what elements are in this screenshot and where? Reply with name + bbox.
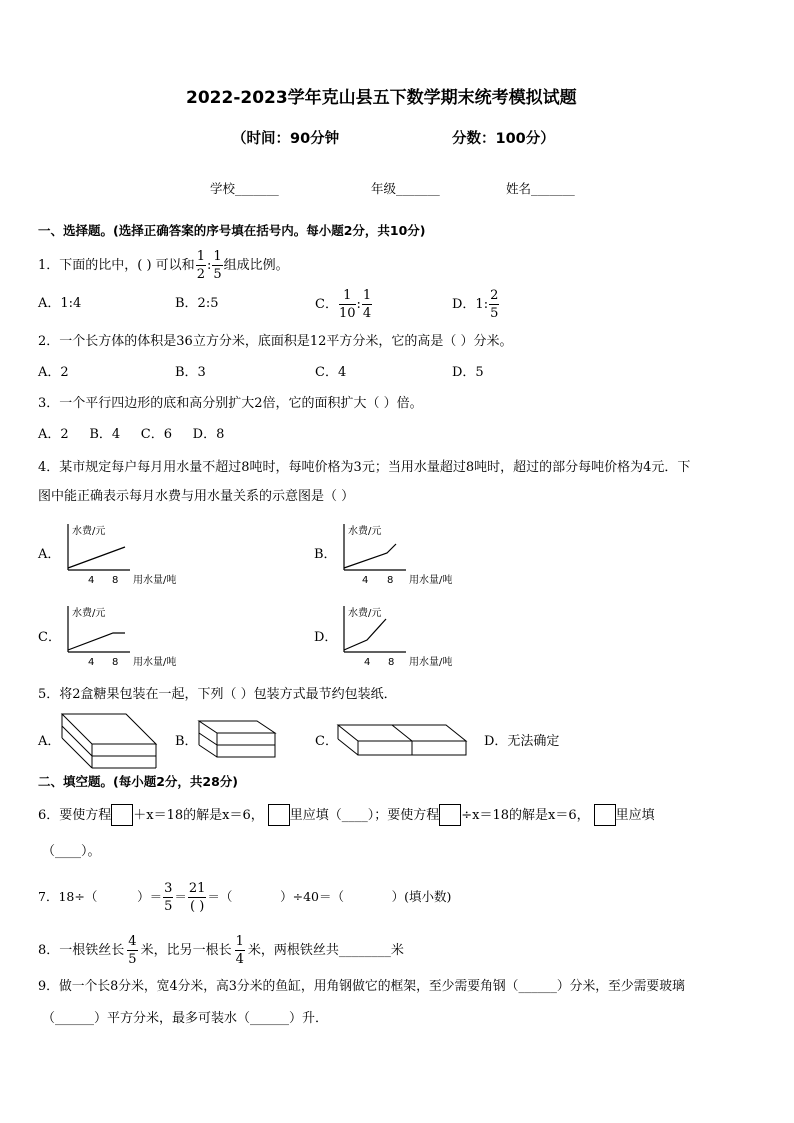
page-title: 2022-2023学年克山县五下数学期末统考模拟试题 [186,88,577,108]
q5-box-c [336,722,470,760]
q1-option-a: A．1:4 [38,296,82,311]
q3-options: A．2 B．4 C．6 D．8 [38,427,225,442]
question-9-line-1: 9．做一个长8分米，宽4分米，高3分米的鱼缸，用角钢做它的框架，至少需要角钢（______）分米，至少需要玻璃 [38,979,685,994]
q4-option-c-label: C． [38,630,61,645]
exam-time: （时间：90分钟 [232,131,340,147]
q4-graph-b [336,520,466,592]
q4c-y-label: 水费/元 [72,608,106,619]
q1-option-c: C． $\frac{1}{10}$ : $\frac{1}{4}$ [315,287,372,321]
school-field: 学校_______ [210,181,279,196]
q4d-tick-4: 4 [364,657,371,668]
question-5: 5．将2盒糖果包装在一起，下列（ ）包装方式最节约包装纸． [38,687,397,702]
question-1 [38,246,289,284]
q1-option-b: B．2:5 [175,296,219,311]
q6-answer-box-1 [111,804,133,826]
q8-part-2: 米，比另一根长 [140,942,232,958]
q4c-tick-4: 4 [88,657,95,668]
question-4-line-2: 图中能正确表示每月水费与用水量关系的示意图是（ ） [38,489,355,504]
q8-part-1: 8．一根铁丝长 [38,942,125,958]
q4-graph-a [60,520,190,592]
q4b-tick-8: 8 [387,575,394,586]
q8-part-3: 米，两根铁丝共________米 [247,942,404,958]
q1-colon: : [206,257,212,273]
q6-line-2: （____）。 [42,844,101,859]
grade-field: 年级_______ [371,181,440,196]
q1-stem-b: 组成比例。 [223,257,289,273]
q4-option-b-label: B． [314,547,337,562]
q4c-tick-8: 8 [112,657,119,668]
q4-option-d-label: D． [314,630,338,645]
exam-score: 分数：100分） [452,131,555,147]
q4a-tick-4: 4 [88,575,95,586]
section-1-heading: 一、选择题。(选择正确答案的序号填在括号内。每小题2分，共10分) [38,223,426,238]
question-2: 2．一个长方体的体积是36立方分米，底面积是12平方分米，它的高是（ ）分米。 [38,334,513,349]
q5-box-a [60,712,160,770]
q5-option-a-label: A． [38,734,61,749]
question-4-line-1: 4．某市规定每户每月用水量不超过8吨时，每吨价格为3元；当用水量超过8吨时，超过的部分每吨价格为4元．下 [38,460,691,475]
q7-part-1: 7．18÷（ ）＝ [38,888,163,904]
q6-answer-box-4 [594,804,616,826]
q6-answer-box-3 [439,804,461,826]
q4a-x-label: 用水量/吨 [133,575,177,586]
q2-option-b: B．3 [175,365,206,380]
q2-option-d: D．5 [452,365,484,380]
question-3: 3．一个平行四边形的底和高分别扩大2倍，它的面积扩大（ ）倍。 [38,396,423,411]
q6-part-2: ＋x＝18的解是x＝6， [133,807,264,823]
q5-option-d: D．无法确定 [484,734,560,749]
q1-stem-a: 1．下面的比中，( ) 可以和 [38,257,195,273]
q4b-tick-4: 4 [362,575,369,586]
q4d-tick-8: 8 [388,657,395,668]
q4b-y-label: 水费/元 [348,526,382,537]
q5-box-b [197,718,279,762]
q2-option-a: A．2 [38,365,69,380]
q4d-x-label: 用水量/吨 [409,657,453,668]
question-7: 7．18÷（ ）＝ $\frac{3}{5}$ ＝ $\frac{21}{( )}$ ＝（ ）÷40＝（ ）(填小数) [38,880,452,914]
q1-option-d: D．1: $\frac{2}{5}$ [452,287,499,321]
q2-option-c: C．4 [315,365,347,380]
q4b-x-label: 用水量/吨 [409,575,453,586]
q5-option-c-label: C． [315,734,338,749]
q6-part-4: ÷x＝18的解是x＝6， [461,807,590,823]
question-9-line-2: （______）平方分米，最多可装水（______）升． [42,1011,329,1026]
q6-part-1: 6．要使方程 [38,807,112,823]
question-8: 8．一根铁丝长 $\frac{4}{5}$ 米，比另一根长 $\frac{1}{4}$ 米，两根铁丝共________米 [38,933,404,967]
q4-graph-c [60,602,190,674]
q4-option-a-label: A． [38,547,61,562]
q5-option-b-label: B． [175,734,198,749]
q4a-tick-8: 8 [112,575,119,586]
q4-graph-d [336,602,466,674]
q4d-y-label: 水费/元 [348,608,382,619]
q6-answer-box-2 [268,804,290,826]
q1-fraction-2: $\frac{1}{5}$ [213,248,222,282]
q1-fraction-1: $\frac{1}{2}$ [196,248,205,282]
question-6 [38,803,655,827]
q6-part-5: 里应填 [615,807,655,823]
section-2-heading: 二、填空题。(每小题2分，共28分) [38,774,239,789]
q4a-y-label: 水费/元 [72,526,106,537]
q7-part-2: ＝（ ）÷40＝（ ）(填小数) [207,888,452,904]
name-field: 姓名_______ [506,181,575,196]
q6-part-3: 里应填（____）；要使方程 [289,807,440,823]
q4c-x-label: 用水量/吨 [133,657,177,668]
